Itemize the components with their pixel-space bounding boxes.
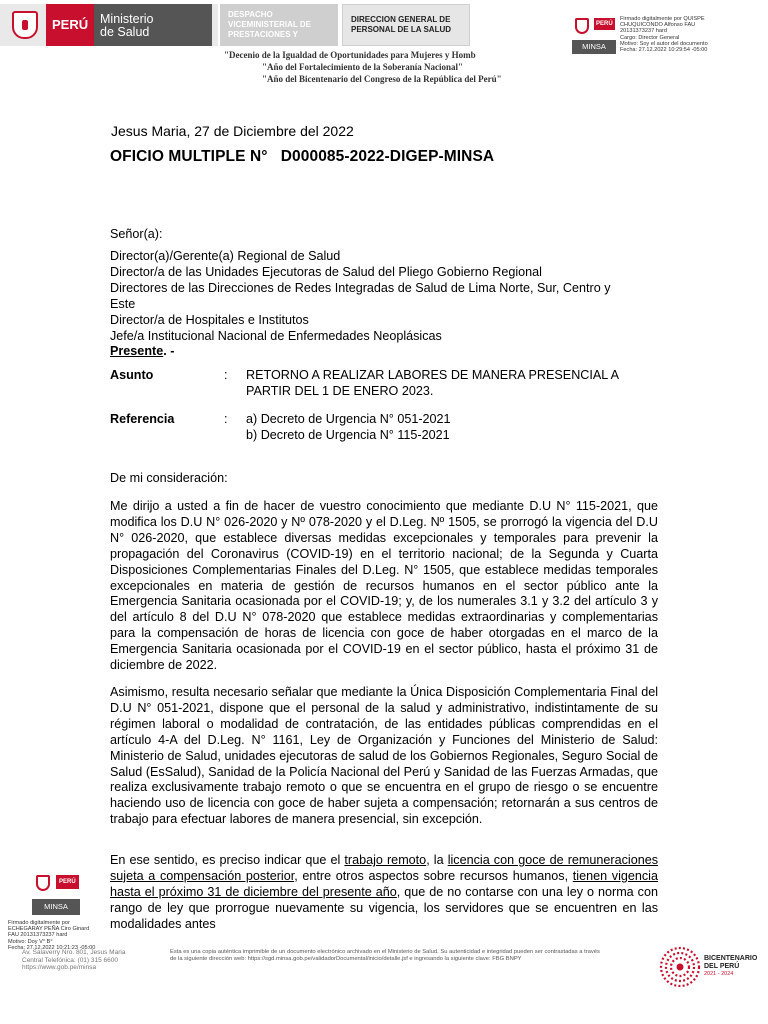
coat-of-arms-icon xyxy=(572,18,590,38)
signature-peru-badge: PERÚ xyxy=(594,18,615,30)
coat-of-arms-icon xyxy=(12,11,38,39)
recipient-line: Director/a de las Unidades Ejecutoras de Salud del Pliego Gobierno Regional xyxy=(110,264,542,279)
paragraph-2: Asimismo, resulta necesario señalar que mediante la Única Disposición Complementaria Final del D.U N° 051-2021, dispone que el personal de la salud y administrativo, indistintamente de su régimen laboral o modalidad de contratación, de las entidades públicas comprendidas en el artículo 4-A del D.Leg. N° 1161, Ley de Organización y Funciones del Ministerio de Salud: Ministerio de Salud, unidades ejecutoras de salud de los Gobiernos Regionales, Seguro Social de Salud (EsSalud), Sanidad de la Policía Nacional del Perú y Sanidad de las Fuerzas Armadas, que realiza exclusivamente trabajo remoto o que se encuentra en el grupo de riesgo o se encuentre haciendo uso de licencia con goce de haber sujeta a compensación; retornarán a sus centros de trabajo para efectuar labores de manera presencial, sin excepción. xyxy=(110,685,658,827)
paragraph-1: Me dirijo a usted a fin de hacer de vuestro conocimiento que mediante D.U N° 115-2021, que modifica los D.U N° 026-2020 y Nº 078-2020 y el D.Leg. Nº 1505, se prorrogó la vigencia del D.U N° 026-2020, que establece diversas medidas excepcionales y temporales para prevenir la propagación del Coronavirus (COVID-19) en el territorio nacional; de la Segunda y Cuarta Disposiciones Complementarias Finales del D.Leg. N° 1505, que establece medidas temporales excepcionales en materia de gestión de recursos humanos en el sector público ante la Emergencia Sanitaria ocasionada por el COVID-19; y, de los numerales 3.1 y 3.2 del artículo 3 y del artículo 8 del D.U N° 078-2020 que establece medidas extraordinarias y complementarias para la compensación de horas de licencia con goce de haber otorgadas en el marco de la Emergencia Sanitaria ocasionada por el COVID-19 en el sector público, hasta el próximo 31 de diciembre de 2022. xyxy=(110,499,658,673)
recipients-list xyxy=(110,249,658,360)
presente-suffix: . - xyxy=(163,344,175,359)
asunto-text xyxy=(246,368,619,400)
website-link[interactable]: https://www.gob.pe/minsa xyxy=(22,964,97,972)
salutation: Señor(a): xyxy=(110,227,163,241)
ministry-name-line2: de Salud xyxy=(100,25,150,39)
signature-line: Firmado digitalmente por QUISPE xyxy=(620,16,705,22)
referencia-label: Referencia xyxy=(110,412,175,426)
despacho-line1: DESPACHO xyxy=(228,10,273,19)
recipient-line: Directores de las Direcciones de Redes Integradas de Salud de Lima Norte, Sur, Centro y xyxy=(110,280,611,295)
bicentenario-text xyxy=(704,955,757,978)
direccion-line2: PERSONAL DE LA SALUD xyxy=(351,25,452,34)
despacho-line3: PRESTACIONES Y xyxy=(228,30,298,39)
p3-text: , entre otros aspectos sobre recursos humanos, xyxy=(294,868,573,883)
recipient-line: Director/a de Hospitales e Institutos xyxy=(110,312,309,327)
recipient-line: Este xyxy=(110,296,136,311)
signature-line: 20131373237 hard xyxy=(620,28,667,35)
presente-label: Presente xyxy=(110,344,164,359)
signature-line: Motivo: Doy V° B° xyxy=(8,938,53,945)
letter-date: Jesus Maria, 27 de Diciembre del 2022 xyxy=(111,123,354,139)
footer-verification-note xyxy=(170,949,640,963)
signature-line: ECHEGARAY PEÑA Ciro Ginard xyxy=(8,926,90,933)
asunto-colon: : xyxy=(224,368,228,382)
address-line: Av. Salaverry Nro. 801, Jesus Maria xyxy=(22,949,126,956)
referencia-item-a: a) Decreto de Urgencia N° 051-2021 xyxy=(246,412,451,426)
p3-text: , que de no contarse con una ley o norma con rango de ley que prorrogue nuevamente su vigencia, los servidores que se encuentren en las modalidades antes xyxy=(110,884,658,931)
asunto-line2: PARTIR DEL 1 DE ENERO 2023. xyxy=(246,383,434,398)
p3-underlined: licencia con goce de remuneraciones sujeta a compensación posterior xyxy=(110,853,658,883)
despacho-box xyxy=(220,4,338,46)
decenio-line1: "Decenio de la Igualdad de Oportunidades para Mujeres y Homb xyxy=(224,50,476,60)
bicentenario-line3: 2021 - 2024 xyxy=(704,971,734,977)
recipient-line: Director(a)/Gerente(a) Regional de Salud xyxy=(110,249,341,263)
p3-underlined: trabajo remoto xyxy=(344,853,427,867)
signature-text-bottom xyxy=(8,920,95,951)
note-line: de la siguiente dirección web: https://sgd.minsa.gob.pe/validadorDocumental/inicio/detalle.jsf e ingresando la siguiente clave: FBG BNPY xyxy=(170,956,522,963)
signature-line: Firmado digitalmente por xyxy=(8,920,70,926)
decenio-line2: "Año del Fortalecimiento de la Soberanía Nacional" xyxy=(262,62,463,72)
despacho-line2: VICEMINISTERIAL DE xyxy=(228,20,311,29)
signature-line: Motivo: Soy el autor del documento xyxy=(620,40,708,47)
signature-line: Fecha: 27.12.2022 10:29:54 -05:00 xyxy=(620,47,708,54)
paragraph-3 xyxy=(110,853,658,933)
greeting: De mi consideración: xyxy=(110,471,228,485)
p3-underlined: tienen vigencia hasta el próximo 31 de diciembre del presente año xyxy=(110,868,658,899)
oficio-number: OFICIO MULTIPLE N° D000085-2022-DIGEP-MINSA xyxy=(110,148,495,165)
presente-line xyxy=(110,344,658,360)
phone-line: Central Telefónica: (01) 315 6600 xyxy=(22,956,118,964)
recipient-line: Jefe/a Institucional Nacional de Enfermedades Neoplásicas xyxy=(110,328,442,343)
referencia-list xyxy=(246,412,451,444)
bicentenario-emblem-icon xyxy=(658,945,702,989)
p3-text: En ese sentido, es preciso indicar que el xyxy=(110,853,345,867)
ministry-name-block xyxy=(94,4,212,46)
asunto-line1: RETORNO A REALIZAR LABORES DE MANERA PRESENCIAL A xyxy=(246,368,620,382)
signature-line: CHUQUICONDO Alfonso FAU xyxy=(620,22,696,29)
signature-peru-badge: PERÚ xyxy=(56,875,79,889)
ministry-name-line1: Ministerio xyxy=(100,12,154,26)
decenio-line3: "Año del Bicentenario del Congreso de la República del Perú" xyxy=(262,74,502,84)
signature-stamp-bottom xyxy=(30,873,82,919)
referencia-colon: : xyxy=(224,412,228,426)
header-ministry-block xyxy=(0,4,218,46)
coat-of-arms-icon xyxy=(34,875,52,895)
signature-minsa-label: MINSA xyxy=(572,40,616,54)
footer-address xyxy=(22,949,125,972)
signature-line: Fecha: 27.12.2022 10:21:23 -05:00 xyxy=(8,944,96,951)
referencia-item-b: b) Decreto de Urgencia N° 115-2021 xyxy=(246,427,450,442)
peru-label: PERÚ xyxy=(46,4,94,46)
signature-line: FAU 20131373237 hard xyxy=(8,932,68,939)
note-line: Esta es una copia auténtica imprimible de un documento electrónico archivado en el Ministerio de Salud. Su autenticidad e integridad pueden ser contrastadas a través xyxy=(170,949,600,955)
bicentenario-line2: DEL PERÚ xyxy=(704,963,740,970)
signature-text-top xyxy=(620,16,708,53)
bicentenario-line1: BICENTENARIO xyxy=(704,955,758,962)
asunto-label: Asunto xyxy=(110,368,154,382)
signature-line: Cargo: Director General xyxy=(620,34,680,41)
direccion-box xyxy=(342,4,470,46)
signature-stamp-top xyxy=(572,14,618,60)
direccion-line1: DIRECCION GENERAL DE xyxy=(351,15,451,24)
p3-text: , la xyxy=(426,853,448,867)
signature-minsa-label: MINSA xyxy=(32,899,80,915)
